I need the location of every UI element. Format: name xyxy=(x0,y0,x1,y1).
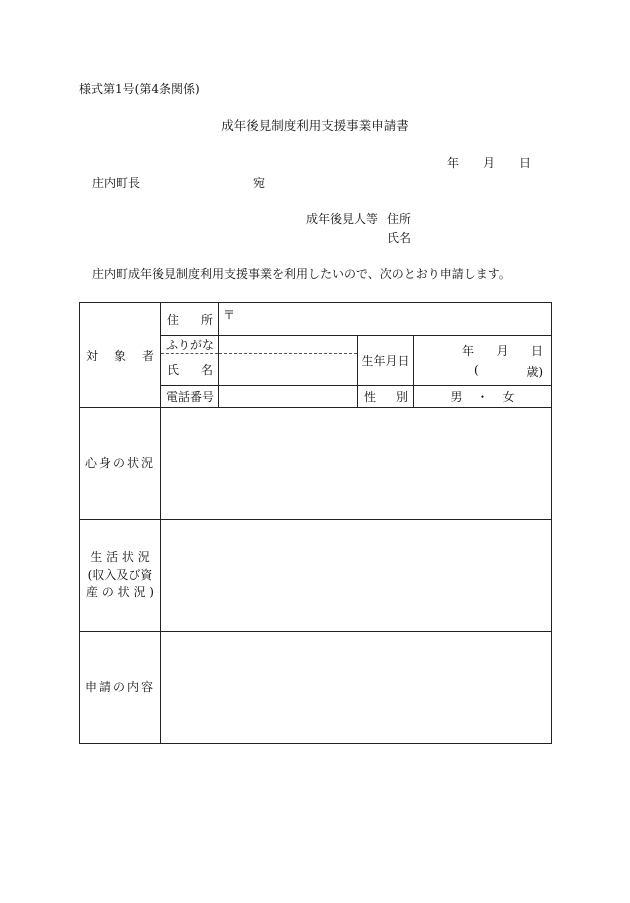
gender-char: 別 xyxy=(395,390,408,404)
gender-label-cell xyxy=(358,386,414,408)
living-label-line: 産 の 状 況 ) xyxy=(86,585,154,600)
name-label-cell xyxy=(161,354,219,386)
application-table xyxy=(79,302,552,744)
address-char: 所 xyxy=(200,312,213,327)
date-year: 年 xyxy=(447,156,460,170)
furigana-label: ふりがな xyxy=(166,338,215,352)
gender-char: 性 xyxy=(364,390,377,404)
living-label-line: 生 活 状 況 xyxy=(90,550,150,565)
name-char: 名 xyxy=(200,363,213,377)
address-field[interactable] xyxy=(219,303,552,336)
honorific: 宛 xyxy=(253,176,266,190)
gender-separator: ・ xyxy=(476,390,489,404)
applicant-name-label: 氏名 xyxy=(387,231,412,245)
subject-char: 者 xyxy=(141,348,154,363)
address-char: 住 xyxy=(167,312,180,327)
request-content-label-cell xyxy=(80,632,161,744)
form-number: 様式第1号(第4条関係) xyxy=(79,82,200,96)
birth-year: 年 xyxy=(462,343,475,358)
physical-condition-label: 心身の状況 xyxy=(84,455,155,470)
date-month: 月 xyxy=(483,156,496,170)
physical-condition-label-cell xyxy=(80,408,161,520)
name-char: 氏 xyxy=(167,363,180,377)
age-open: ( xyxy=(474,362,479,377)
furigana-field[interactable] xyxy=(219,336,358,354)
request-content-label: 申請の内容 xyxy=(84,679,155,694)
birthdate-label-cell xyxy=(358,336,414,386)
living-label-line: (収入及び資 xyxy=(87,567,153,582)
subject-char: 対 xyxy=(86,348,99,363)
name-field[interactable] xyxy=(219,354,358,386)
phone-label: 電話番号 xyxy=(166,390,215,404)
gender-field[interactable] xyxy=(414,386,552,408)
physical-condition-field[interactable] xyxy=(161,408,552,520)
subject-char: 象 xyxy=(113,348,126,363)
subject-label-cell xyxy=(80,303,161,408)
date-day: 日 xyxy=(519,156,532,170)
birthdate-field[interactable] xyxy=(414,336,552,386)
applicant-address-label: 住所 xyxy=(387,212,412,226)
request-content-field[interactable] xyxy=(161,632,552,744)
living-condition-label-cell xyxy=(80,520,161,632)
birth-month: 月 xyxy=(496,343,509,358)
age-close: 歳) xyxy=(526,364,544,379)
birthdate-label: 生年月日 xyxy=(361,354,410,368)
birth-day: 日 xyxy=(531,343,544,358)
postal-mark: 〒 xyxy=(223,308,236,322)
gender-female[interactable]: 女 xyxy=(502,390,515,404)
phone-label-cell xyxy=(161,386,219,408)
intro-text: 庄内町成年後見制度利用支援事業を利用したいので、次のとおり申請します。 xyxy=(92,267,511,281)
address-label-cell xyxy=(161,303,219,336)
furigana-label-cell xyxy=(161,336,219,354)
addressee: 庄内町長 xyxy=(92,176,141,190)
application-date xyxy=(447,157,531,169)
page-title: 成年後見制度利用支援事業申請書 xyxy=(221,118,409,133)
gender-male[interactable]: 男 xyxy=(450,390,463,404)
applicant-role: 成年後見人等 xyxy=(306,212,379,226)
phone-field[interactable] xyxy=(219,386,358,408)
living-condition-field[interactable] xyxy=(161,520,552,632)
